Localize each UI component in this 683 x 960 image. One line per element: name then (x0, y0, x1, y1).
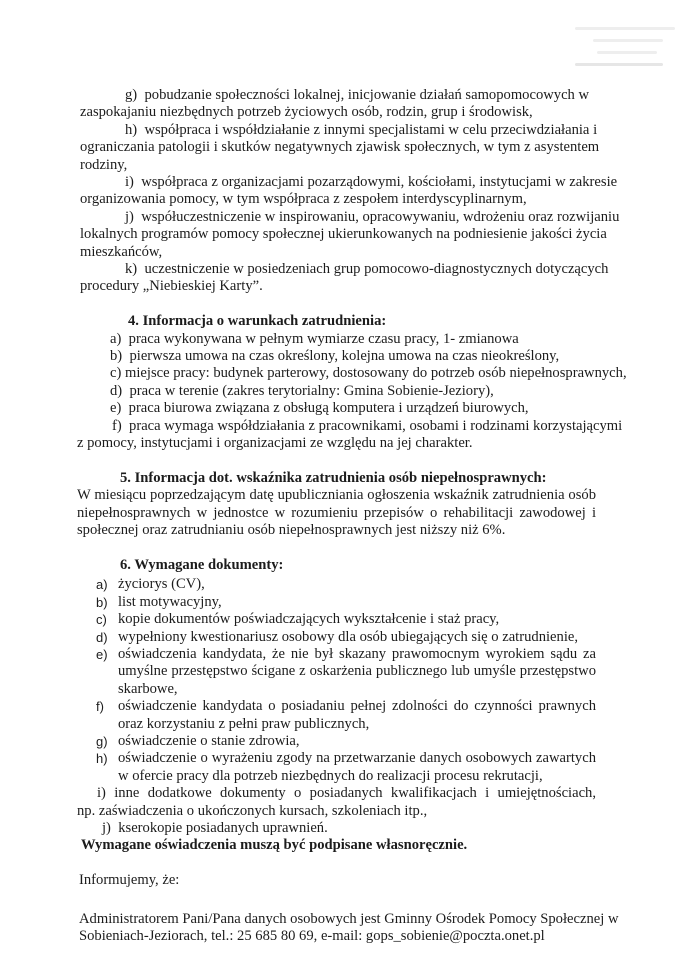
list-item-h-cont: ograniczania patologii i skutków negatywnych zjawisk społecznych, w tym z asystentem (80, 139, 600, 156)
list-item: i) inne dodatkowe dokumenty o posiadanych kwalifikacjach i umiejętnościach, (97, 785, 596, 802)
list-item-h: h) współpraca i współdziałanie z innymi specjalistami w celu przeciwdziałania i (125, 121, 598, 138)
list-item-j: j) współuczestniczenie w inspirowaniu, opracowywaniu, wdrożeniu oraz rozwijaniu (125, 208, 620, 225)
list-item: j) kserokopie posiadanych uprawnień. (102, 820, 328, 837)
list-item-cont: z pomocy, instytucjami i organizacjami ze względu na jej charakter. (77, 435, 473, 452)
document-page (77, 87, 627, 946)
list-item-g-cont: zaspokajaniu niezbędnych potrzeb życiowych osób, rodzin, grup i środowisk, (80, 104, 533, 121)
list-item-j-cont2: mieszkańców, (80, 243, 163, 260)
list-item: c) kopie dokumentów poświadczających wykształcenie i staż pracy, (96, 611, 500, 628)
reverse-side-bleed-through (575, 18, 675, 75)
list-item-i: i) współpraca z organizacjami pozarządowymi, kościołami, instytucjami w zakresie (125, 174, 618, 191)
list-item-cont: np. zaświadczenia o ukończonych kursach, szkoleniach itp., (77, 802, 428, 819)
section-employment-conditions (77, 313, 627, 452)
data-administrator-line-2: Sobieniach-Jeziorach, tel.: 25 685 80 69, e-mail: gops_sobienie@poczta.onet.pl (79, 928, 545, 945)
list-item: c) miejsce pracy: budynek parterowy, dostosowany do potrzeb osób niepełnosprawnych, (110, 365, 627, 382)
list-item: a) życiorys (CV), (96, 576, 205, 593)
list-item: g) oświadczenie o stanie zdrowia, (96, 732, 300, 749)
duties-list-continued (80, 87, 620, 296)
list-item: e) oświadczenia kandydata, że nie był skazany prawomocnym wyrokiem sądu za umyślne przestępstwo ścigane z oskarżenia publicznego lub umyśle przestępstwo skarbowe, (96, 645, 596, 697)
list-item: b) pierwsza umowa na czas określony, kolejna umowa na czas nieokreślony, (110, 348, 560, 365)
section-heading: 4. Informacja o warunkach zatrudnienia: (128, 313, 387, 330)
list-item-j-cont: lokalnych programów pomocy społecznej ukierunkowanych na podniesienie jakości życia (80, 226, 607, 243)
list-item-k-cont: procedury „Niebieskiej Karty”. (80, 278, 263, 295)
section-disability-employment-rate (77, 469, 596, 540)
list-item-k: k) uczestniczenie w posiedzeniach grup pomocowo-diagnostycznych dotyczących (125, 261, 609, 278)
list-item: d) wypełniony kwestionariusz osobowy dla osób ubiegających się o zatrudnienie, (96, 628, 578, 645)
signature-note: Wymagane oświadczenia muszą być podpisane własnoręcznie. (81, 837, 468, 854)
section-heading: 5. Informacja dot. wskaźnika zatrudnienia osób niepełnosprawnych: (120, 469, 547, 486)
list-item: f) oświadczenie kandydata o posiadaniu pełnej zdolności do czynności prawnych oraz korzystaniu z pełni praw publicznych, (96, 698, 596, 732)
list-item-g: g) pobudzanie społeczności lokalnej, inicjowanie działań samopomocowych w (125, 87, 590, 103)
list-item: h) oświadczenie o wyrażeniu zgody na przetwarzanie danych osobowych zawartych w ofercie pracy dla potrzeb niezbędnych do realizacji procesu rekrutacji, (96, 750, 596, 784)
data-administrator-line-1: Administratorem Pani/Pana danych osobowych jest Gminny Ośrodek Pomocy Społecznej w (79, 911, 619, 928)
list-item: a) praca wykonywana w pełnym wymiarze czasu pracy, 1- zmianowa (110, 330, 519, 347)
list-item: f) praca wymaga współdziałania z pracownikami, osobami i rodzinami korzystającymi (112, 417, 623, 434)
list-item: b) list motywacyjny, (96, 593, 222, 610)
list-item-i-cont: organizowania pomocy, w tym współpraca z zespołem interdyscyplinarnym, (80, 191, 527, 208)
list-item: e) praca biurowa związana z obsługą komputera i urządzeń biurowych, (110, 400, 529, 417)
list-item-h-cont2: rodziny, (80, 156, 128, 173)
section-heading: 6. Wymagane dokumenty: (120, 556, 284, 573)
section-body: W miesiącu poprzedzającym datę upubliczniania ogłoszenia wskaźnik zatrudnienia osób niepełnosprawnych w jednostce w rozumieniu przepisów o rehabilitacji zawodowej i społecznej oraz zatrudnianiu osób niepełnosprawnych jest niższy niż 6%. (77, 487, 596, 539)
info-intro: Informujemy, że: (79, 872, 180, 889)
list-item: d) praca w terenie (zakres terytorialny: Gmina Sobienie-Jeziory), (110, 382, 494, 399)
section-required-documents (77, 556, 596, 855)
